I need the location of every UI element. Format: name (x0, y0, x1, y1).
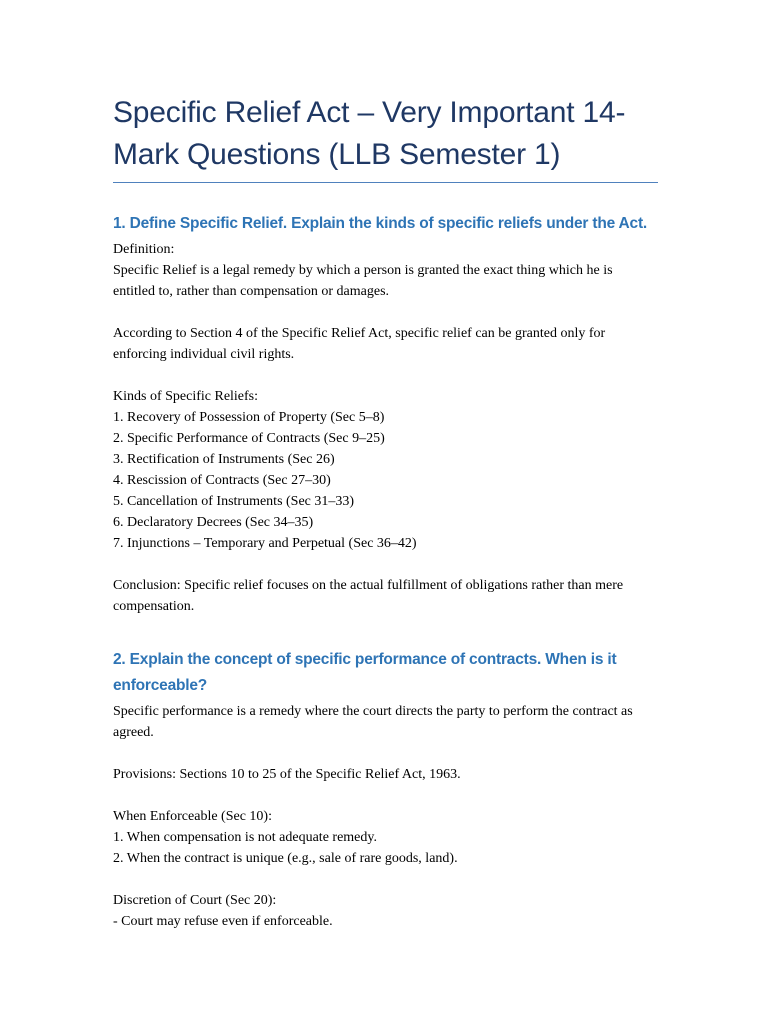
discretion-list (113, 911, 658, 932)
section-4-text: According to Section 4 of the Specific Relief Act, specific relief can be granted only for enforcing individual civil rights. (113, 326, 606, 362)
list-item: 6. Declaratory Decrees (Sec 34–35) (113, 515, 314, 530)
question-heading: 2. Explain the concept of specific performance of contracts. When is it enforceable? (113, 651, 617, 694)
list-item: 5. Cancellation of Instruments (Sec 31–33) (113, 494, 355, 509)
question-heading: 1. Define Specific Relief. Explain the kinds of specific reliefs under the Act. (113, 215, 648, 232)
list-item: 1. Recovery of Possession of Property (Sec 5–8) (113, 410, 385, 425)
list-item: 4. Rescission of Contracts (Sec 27–30) (113, 473, 331, 488)
enforceable-list (113, 827, 658, 869)
enforceable-label: When Enforceable (Sec 10): (113, 809, 272, 824)
document-title: Specific Relief Act – Very Important 14-Mark Questions (LLB Semester 1) (113, 92, 658, 183)
conclusion-text: Conclusion: Specific relief focuses on the actual fulfillment of obligations rather than mere compensation. (113, 578, 624, 614)
definition-text: Specific Relief is a legal remedy by which a person is granted the exact thing which he is entitled to, rather than compensation or damages. (113, 263, 613, 299)
list-item: 2. When the contract is unique (e.g., sale of rare goods, land). (113, 851, 458, 866)
question-section-1 (113, 211, 658, 617)
intro-text: Specific performance is a remedy where the court directs the party to perform the contract as agreed. (113, 704, 633, 740)
document-page (113, 92, 658, 932)
list-item: 7. Injunctions – Temporary and Perpetual (Sec 36–42) (113, 536, 417, 551)
discretion-label: Discretion of Court (Sec 20): (113, 893, 277, 908)
kinds-label: Kinds of Specific Reliefs: (113, 389, 259, 404)
list-item: 3. Rectification of Instruments (Sec 26) (113, 452, 335, 467)
definition-label: Definition: (113, 242, 175, 257)
list-item: - Court may refuse even if enforceable. (113, 914, 333, 929)
list-item: 2. Specific Performance of Contracts (Sec 9–25) (113, 431, 385, 446)
question-section-2 (113, 647, 658, 932)
list-item: 1. When compensation is not adequate remedy. (113, 830, 377, 845)
provisions-text: Provisions: Sections 10 to 25 of the Specific Relief Act, 1963. (113, 767, 461, 782)
kinds-list (113, 407, 658, 554)
